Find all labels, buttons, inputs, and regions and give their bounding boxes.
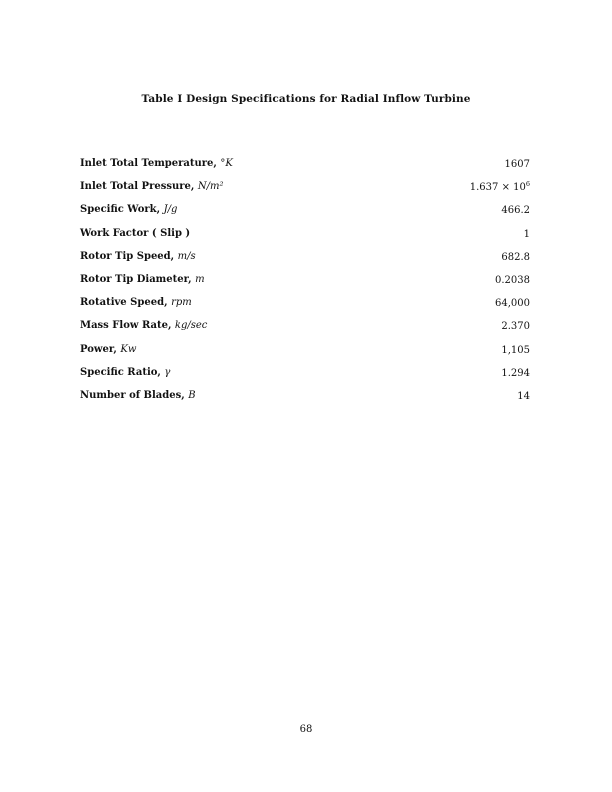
row-value: $1.637 \times 10^6$ bbox=[469, 180, 530, 194]
row-value: 14 bbox=[517, 390, 530, 402]
row-label: Inlet Total Pressure, N/m² bbox=[80, 181, 224, 193]
row-unit: B bbox=[188, 389, 196, 401]
row-unit: γ bbox=[164, 366, 171, 378]
row-label: Rotor Tip Speed, m/s bbox=[80, 250, 196, 262]
table-row bbox=[80, 338, 530, 361]
row-value: 1 bbox=[523, 228, 530, 240]
row-value: 682.8 bbox=[501, 251, 530, 263]
table-row bbox=[80, 245, 530, 268]
specifications-table bbox=[80, 152, 530, 407]
row-unit: °K bbox=[220, 158, 233, 170]
row-label: Power, Kw bbox=[80, 343, 137, 355]
row-value: 2.370 bbox=[501, 321, 530, 333]
row-unit: kg/sec bbox=[174, 320, 208, 332]
row-value: 1.294 bbox=[501, 367, 530, 379]
row-label: Specific Work, J/g bbox=[80, 204, 178, 216]
row-label: Rotor Tip Diameter, m bbox=[80, 274, 205, 286]
row-label: Rotative Speed, rpm bbox=[80, 297, 192, 309]
table-row bbox=[80, 384, 530, 407]
table-row bbox=[80, 291, 530, 314]
table-row bbox=[80, 314, 530, 337]
table-title: Table I Design Specifications for Radial Inflow Turbine bbox=[141, 93, 471, 105]
row-value: 64,000 bbox=[495, 298, 530, 310]
row-label: Number of Blades, B bbox=[80, 389, 196, 401]
row-unit: m/s bbox=[177, 250, 196, 262]
row-unit: J/g bbox=[163, 204, 178, 216]
table-row bbox=[80, 361, 530, 384]
exponent: 6 bbox=[525, 180, 530, 189]
row-value: 1607 bbox=[504, 159, 530, 171]
row-label: Work Factor ( Slip ) bbox=[80, 227, 191, 239]
row-unit: N/m² bbox=[197, 181, 224, 193]
row-label: Inlet Total Temperature, °K bbox=[80, 158, 233, 170]
table-row bbox=[80, 222, 530, 245]
row-unit: m bbox=[195, 274, 205, 286]
table-row bbox=[80, 268, 530, 291]
table-row bbox=[80, 198, 530, 221]
table-row bbox=[80, 152, 530, 175]
row-value: 466.2 bbox=[501, 205, 530, 217]
row-unit: rpm bbox=[171, 297, 192, 309]
row-value: 1,105 bbox=[501, 344, 530, 356]
table-row bbox=[80, 175, 530, 198]
row-value: 0.2038 bbox=[495, 275, 530, 287]
row-label: Specific Ratio, γ bbox=[80, 366, 171, 378]
page-number: 68 bbox=[299, 724, 313, 735]
row-unit: Kw bbox=[120, 343, 137, 355]
row-label: Mass Flow Rate, kg/sec bbox=[80, 320, 208, 332]
